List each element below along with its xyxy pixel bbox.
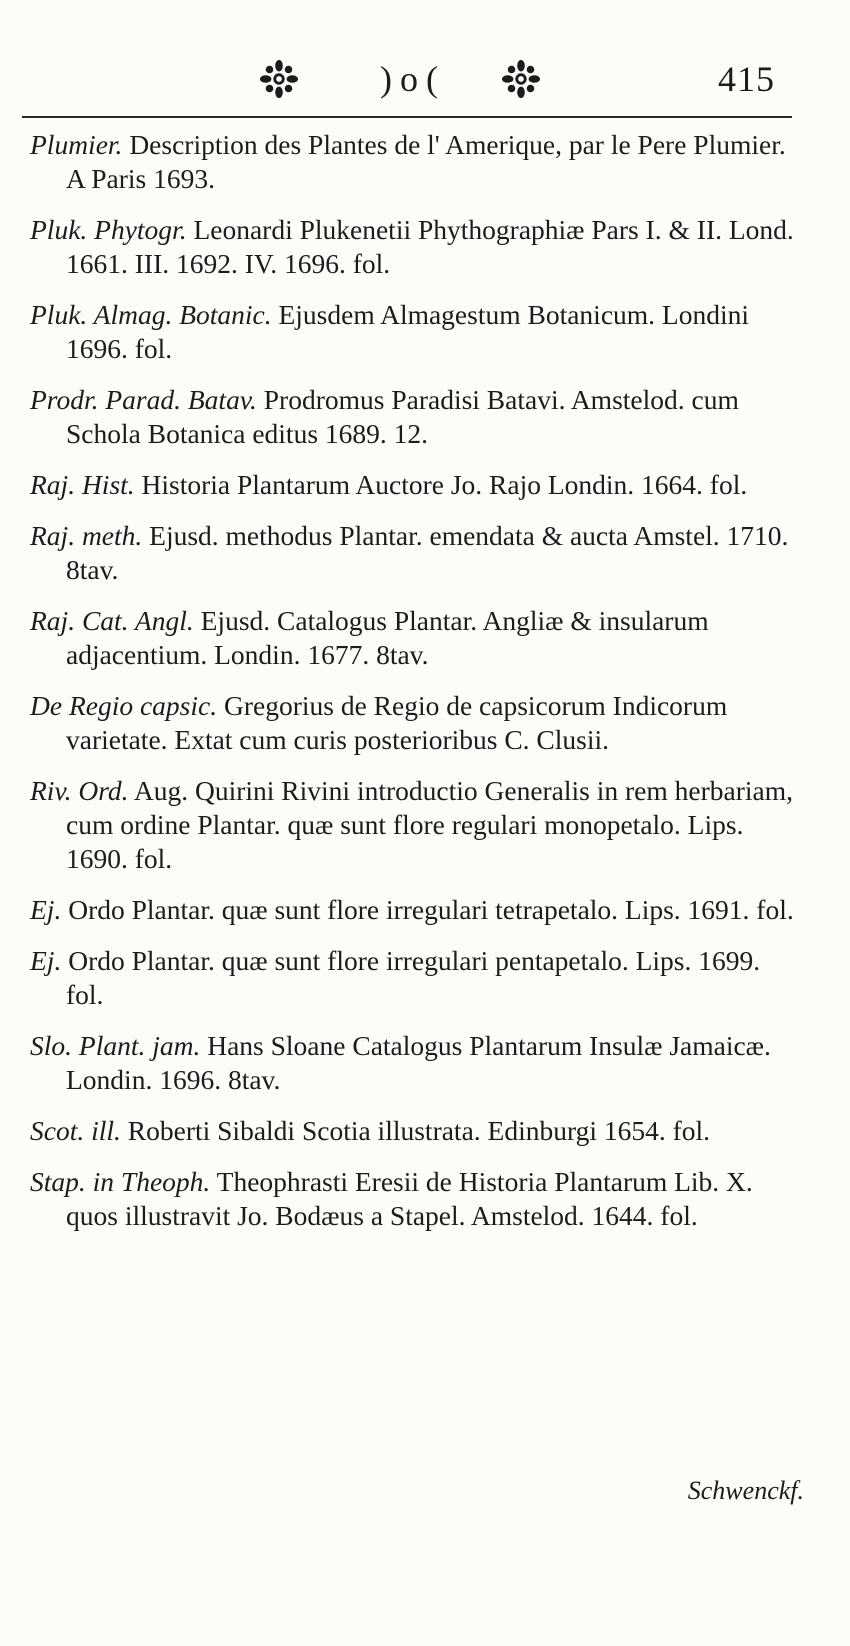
entry-abbreviation: Riv. Ord. [30,775,129,806]
entry-text: Ejusd. Catalogus Plantar. Angliæ & insularum adjacentium. Londin. 1677. 8tav. [66,605,709,670]
bibliography-entry [30,519,798,587]
entry-abbreviation: Raj. meth. [30,520,143,551]
entry-abbreviation: Slo. Plant. jam. [30,1030,201,1061]
entry-abbreviation: De Regio capsic. [30,690,218,721]
entry-abbreviation: Plumier. [30,129,123,160]
bibliography-entry [30,383,798,451]
bibliography-entry [30,213,798,281]
bibliography-entry [30,468,798,502]
bibliography-entry [30,1029,798,1097]
entry-text: Historia Plantarum Auctore Jo. Rajo Londin. 1664. fol. [134,469,748,500]
entry-text: Theophrasti Eresii de Historia Plantarum Lib. X. quos illustravit Jo. Bodæus a Stapel. Amstelod. 1644. fol. [66,1166,753,1231]
flower-ornament-icon [260,60,298,98]
bibliography-entry [30,944,798,1012]
entry-abbreviation: Pluk. Phytogr. [30,214,187,245]
entry-text: Prodromus Paradisi Batavi. Amstelod. cum Schola Botanica editus 1689. 12. [66,384,739,449]
entry-text: Ejusd. methodus Plantar. emendata & aucta Amstel. 1710. 8tav. [66,520,789,585]
bibliography-entry [30,774,798,876]
bibliography-entry [30,689,798,757]
bibliography-list [30,128,798,1250]
entry-text: Ordo Plantar. quæ sunt flore irregulari tetrapetalo. Lips. 1691. fol. [61,894,794,925]
entry-text: Ejusdem Almagestum Botanicum. Londini 1696. fol. [66,299,749,364]
entry-abbreviation: Ej. [30,945,62,976]
bibliography-entry [30,298,798,366]
entry-text: Leonardi Plukenetii Phythographiæ Pars I. & II. Lond. 1661. III. 1692. IV. 1696. fol. [66,214,794,279]
bibliography-entry [30,893,798,927]
bibliography-entry [30,604,798,672]
entry-text: Description des Plantes de l' Amerique, par le Pere Plumier. A Paris 1693. [66,129,786,194]
entry-abbreviation: Ej. [30,894,62,925]
entry-abbreviation: Raj. Hist. [30,469,135,500]
entry-text: Hans Sloane Catalogus Plantarum Insulæ Jamaicæ. Londin. 1696. 8tav. [66,1030,771,1095]
page-header [0,56,850,116]
entry-text: Gregorius de Regio de capsicorum Indicorum varietate. Extat cum curis posterioribus C. Clusii. [66,690,728,755]
header-mark: )o( [380,59,446,99]
flower-ornament-icon [502,60,540,98]
entry-abbreviation: Prodr. Parad. Batav. [30,384,257,415]
entry-abbreviation: Scot. ill. [30,1115,121,1146]
catchword: Schwenckf. [687,1476,804,1505]
entry-abbreviation: Stap. in Theoph. [30,1166,211,1197]
page-number: 415 [718,59,775,99]
bibliography-entry [30,1114,798,1148]
bibliography-entry [30,1165,798,1233]
bibliography-entry [30,128,798,196]
entry-text: Aug. Quirini Rivini introductio Generalis in rem herbariam, cum ordine Plantar. quæ sunt flore regulari monopetalo. Lips. 1690. fol. [66,775,793,874]
entry-abbreviation: Pluk. Almag. Botanic. [30,299,272,330]
entry-abbreviation: Raj. Cat. Angl. [30,605,194,636]
entry-text: Ordo Plantar. quæ sunt flore irregulari pentapetalo. Lips. 1699. fol. [61,945,761,1010]
entry-text: Roberti Sibaldi Scotia illustrata. Edinburgi 1654. fol. [120,1115,711,1146]
header-rule [22,116,792,118]
